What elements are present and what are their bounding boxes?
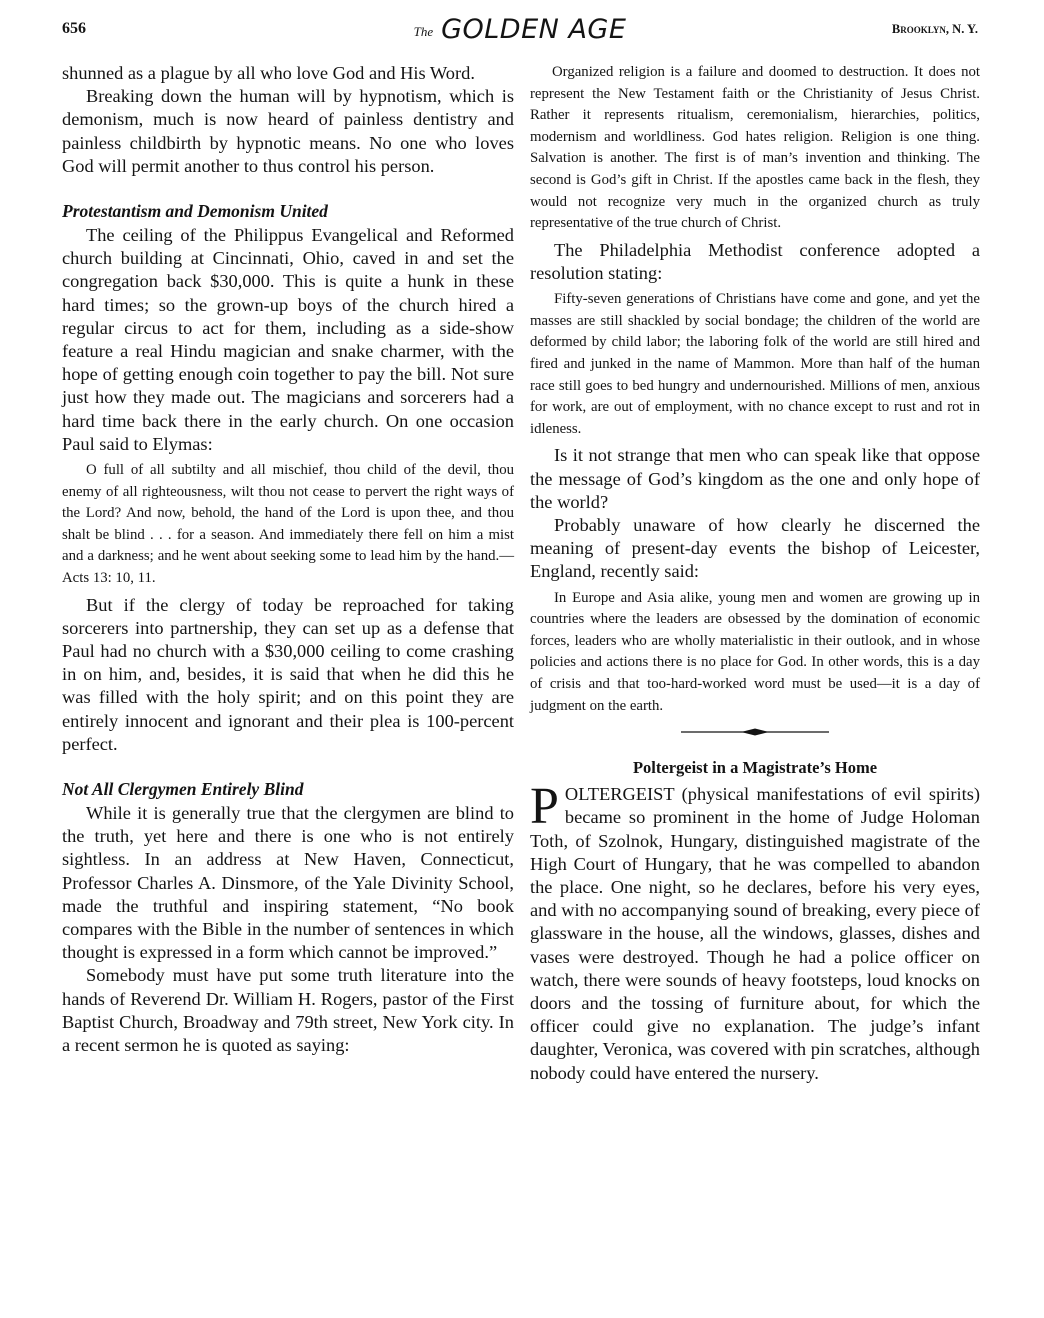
publication-place: Brooklyn, N. Y. [891,22,978,36]
ornament-divider-icon [681,727,829,737]
block-quote: Fifty-seven generations of Christians have come and gone, and yet the masses are still shackled by social bondage; the children of the world are deformed by child labor; the laboring folk of the world are still hired and fired and junked in the name of Mammon. More than half of the human race still goes to bed hungry and undernourished. Millions of men, anxious for work, are out of employment, with no chance except to rust and rot in idleness. [530,291,980,437]
page-number: 656 [62,20,86,37]
paragraph: shunned as a plague by all who love God and His Word. [62,63,475,83]
paragraph: But if the clergy of today be reproached for taking sorcerers into partnership, they can set up as a defense that Paul had no church with a $30,000 ceiling to come crashing in on him, and, besides, it is said that when he did this he was filled with the holy spirit; and on this point they are entirely innocent and ignorant and their plea is 100-percent perfect. [62,594,514,754]
paragraph: Is it not strange that men who can speak like that oppose the message of God’s kingdom as the one and only hope of the world? [530,445,980,512]
right-column [530,62,980,1085]
block-quote: O full of all subtilty and all mischief, thou child of the devil, thou enemy of all righteousness, wilt thou not cease to pervert the right ways of the Lord? And now, behold, the hand of the Lord is upon thee, and thou shalt be blind . . . for a season. And immediately there fell on him a mist and a darkness; and he went about seeking some to lead him by the hand.—Acts 13: 10, 11. [62,462,514,587]
left-column [62,62,514,1057]
block-quote: In Europe and Asia alike, young men and women are growing up in countries where the leaders are obsessed by the domination of economic forces, leaders who are wholly materialistic in their outlook, and in whose policies and actions there is no place for God. In other words, this is a day of crisis and that too-hard-worked word must be used—it is a day of judgment on the earth. [530,589,980,714]
block-quote: Organized religion is a failure and doomed to destruction. It does not represent the New Testament faith or the Christianity of Jesus Christ. Rather it represents ritualism, ceremonialism, hierarchies, politics, modernism and worldliness. God hates religion. Religion is one thing. Salvation is another. The first is of man’s invention and thinking. The second is God’s gift in Christ. If the apostles came back in the flesh, they would not recognize very much in the organized church as truly representative of the true church of Christ. [530,64,980,232]
article-heading: Poltergeist in a Magistrate’s Home [632,758,878,778]
paragraph: Somebody must have put some truth literature into the hands of Reverend Dr. William H. Rogers, pastor of the First Baptist Church, Broadway and 79th street, New York city. In a recent sermon he is quoted as saying: [62,965,514,1056]
paragraph: The ceiling of the Philippus Evangelical and Reformed church building at Cincinnati, Ohio, caved in and set the congregation back $30,000. This is quite a hunk in these hard times; so the grown-up boys of the church hired a regular circus to act for them, including as a side-show feature a real Hindu magician and snake charmer, with the hope of getting enough coin together to pay the bill. Not sure just how they made out. The magicians and sorcerers had a hard time back there in the early church. On one occasion Paul said to Elymas: [62,225,514,454]
section-heading: Protestantism and Demonism United [62,201,328,222]
page-header [62,14,978,48]
drop-cap: P [530,778,559,836]
publication-name: GOLDEN AGE [441,14,627,45]
paragraph: Probably unaware of how clearly he discerned the meaning of present-day events the bishop of Leicester, England, recently said: [530,514,980,582]
paragraph: Breaking down the human will by hypnotism, which is demonism, much is now heard of painless dentistry and painless childbirth by hypnotic means. No one who loves God will permit another to thus control his person. [62,86,514,176]
lead-text: OLTERGEIST (physical manifestations of evil spirits) became so prominent in the home of Judge Holoman Toth, of Szolnok, Hungary, distinguished magistrate of the High Court of Hungary, that he was compelled to abandon the place. One night, so he declares, before his very eyes, and with no accompanying sound of breaking, every piece of glassware in the house, all the windows, glasses, dishes and vases were destroyed. Though he had a police officer on watch, there were sounds of heavy footsteps, loud knocks on doors and the tossing of furniture about, for which the officer could give no explanation. The judge’s infant daughter, Veronica, was covered with pin scratches, although nobody could have entered the nursery. [530,784,980,1083]
publication-article: The [413,24,434,39]
paragraph: While it is generally true that the clergymen are blind to the truth, yet here and there is one who is not entirely sightless. In an address at New Haven, Connecticut, Professor Charles A. Dinsmore, of the Yale Divinity School, made the truthful and inspiring statement, “No book compares with the Bible in the number of sentences in which thought is expressed in a form which cannot be improved.” [62,803,514,963]
section-heading: Not All Clergymen Entirely Blind [62,779,304,800]
section-divider [681,727,829,737]
publication-title [62,14,978,45]
paragraph: The Philadelphia Methodist conference adopted a resolution stating: [530,239,980,283]
article-lead-paragraph [530,778,980,1085]
